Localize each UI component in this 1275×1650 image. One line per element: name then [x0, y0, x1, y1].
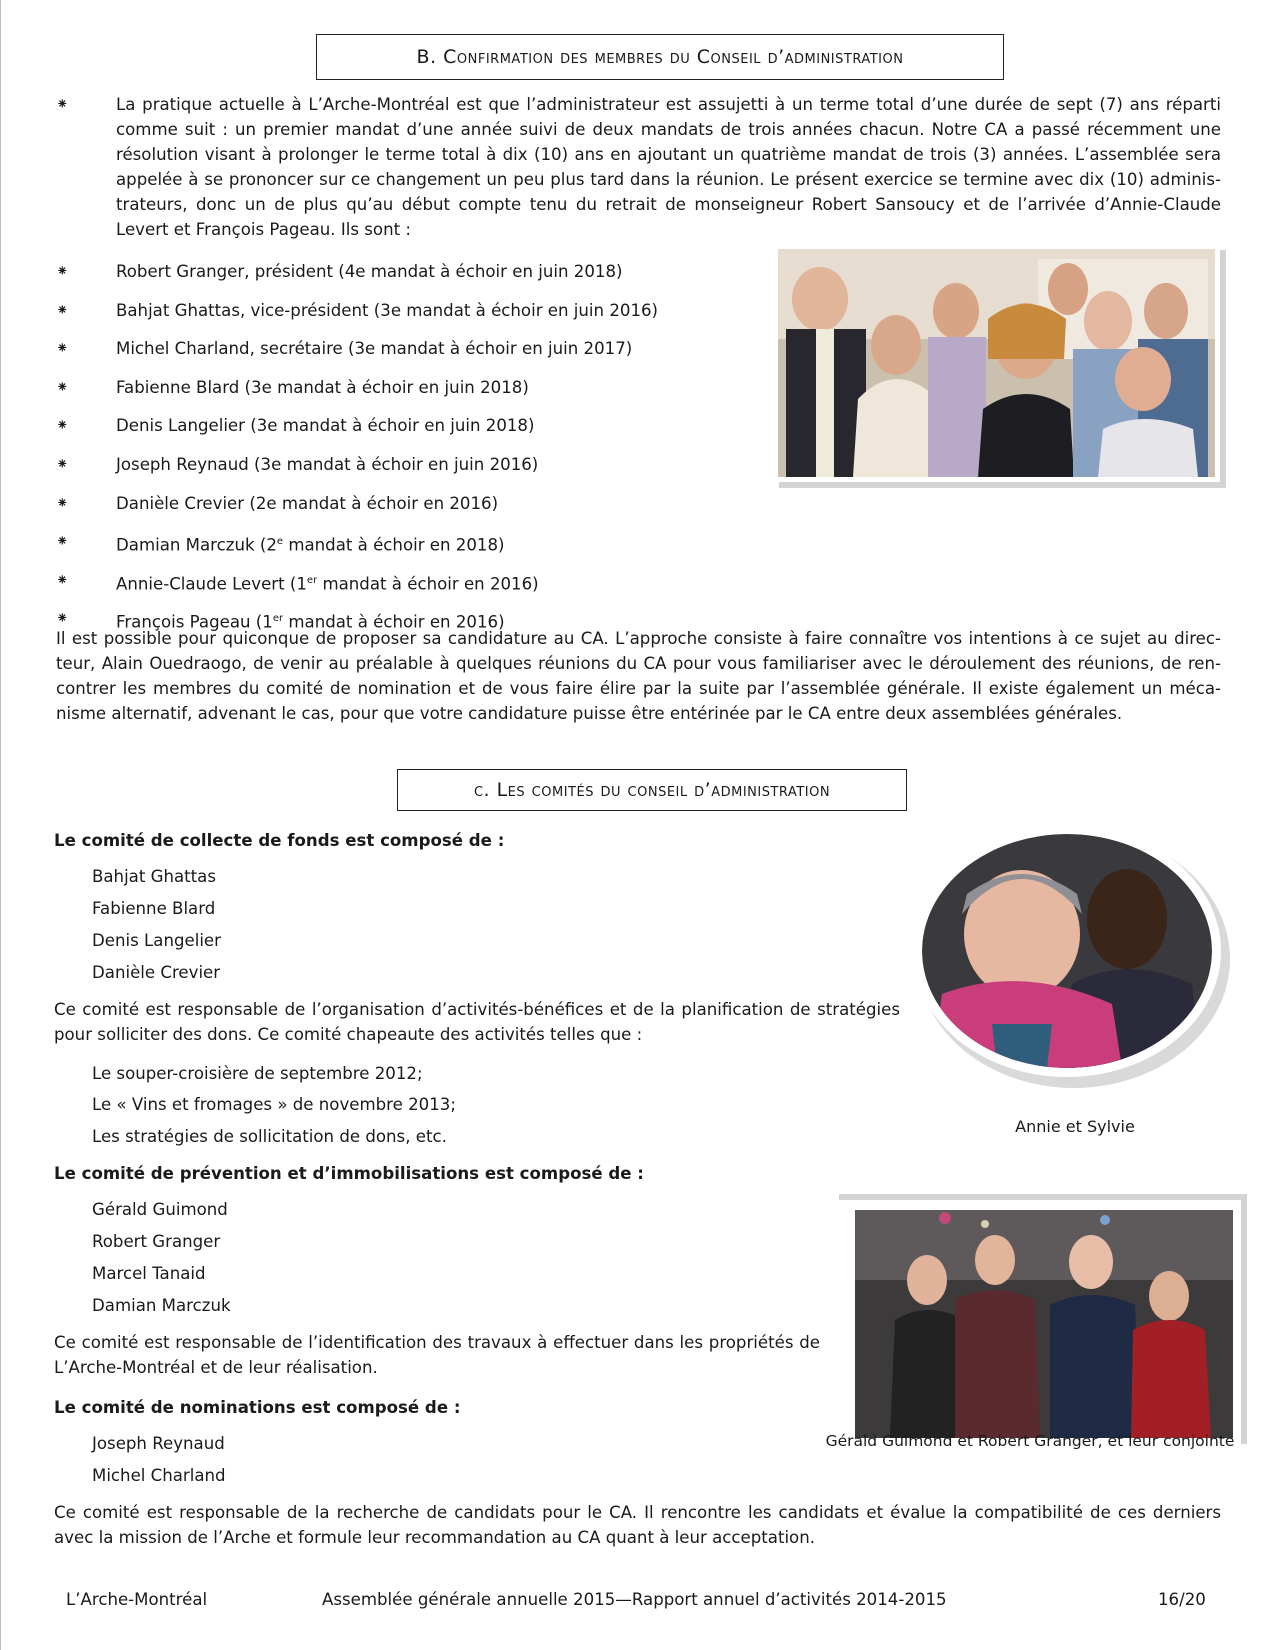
- bullet-icon: ⁕: [56, 570, 69, 589]
- bullet-icon: ⁕: [56, 416, 69, 435]
- board-member-text: Robert Granger, président (4e mandat à échoir en juin 2018): [116, 262, 623, 281]
- fundraising-description: Ce comité est responsable de l’organisation d’activités-bénéfices et de la planification de stratégies pour solliciter des dons. Ce comité chapeaute des activités telles que :: [54, 1000, 900, 1044]
- board-member-text: Fabienne Blard (3e mandat à échoir en juin 2018): [116, 377, 529, 397]
- board-member-item: [56, 491, 499, 516]
- board-member-text-pre: Annie-Claude Levert (1: [116, 574, 307, 594]
- prevention-member: Gérald Guimond: [92, 1200, 228, 1219]
- annie-sylvie-photo: [922, 834, 1212, 1068]
- group-photo-caption: Gérald Guimond et Robert Granger, et leur conjointe: [825, 1432, 1235, 1450]
- bullet-icon: ⁕: [56, 455, 69, 473]
- footer-title: Assemblée générale annuelle 2015—Rapport annuel d’activités 2014-2015: [322, 1590, 947, 1609]
- fundraising-activity: Le « Vins et fromages » de novembre 2013;: [92, 1095, 456, 1114]
- board-member-text: Danièle Crevier (2e mandat à échoir en 2016): [116, 493, 499, 513]
- board-member-item: [56, 375, 529, 400]
- prevention-member: Marcel Tanaid: [92, 1264, 206, 1283]
- section-b-closing: Il est possible pour quiconque de proposer sa candidature au CA. L’approche consiste à faire connaître vos intentions à ce sujet au direc-teur, Alain Ouedraogo, de venir au préalable à quelques réunions du CA pour vous familiariser avec le déroulement des réunions, de ren-contrer les membres du comité de nomination et de vous faire élire par la suite par l’assemblée générale. Il existe également un méca-nisme alternatif, advenant le cas, pour que votre candidature puisse être entérinée par le CA entre deux assemblées générales.: [56, 629, 1221, 723]
- prevention-heading: Le comité de prévention et d’immobilisations est composé de :: [54, 1164, 644, 1183]
- fundraising-member: Fabienne Blard: [92, 899, 216, 918]
- board-member-item: [56, 259, 623, 284]
- bullet-icon: ⁕: [56, 300, 69, 319]
- nominations-description: Ce comité est responsable de la recherche de candidats pour le CA. Il rencontre les candidats et évalue la compatibilité de ces derniers avec la mission de l’Arche et formule leur recommandation au CA quant à leur acceptation.: [54, 1503, 1221, 1547]
- nominations-member: Joseph Reynaud: [92, 1434, 225, 1453]
- board-member-item: [56, 452, 539, 477]
- board-member-text-post: mandat à échoir en 2016): [283, 612, 505, 632]
- guimond-granger-photo: [855, 1210, 1233, 1438]
- bullet-icon: ⁕: [56, 95, 69, 113]
- group-photo-frame: [833, 1200, 1241, 1450]
- board-member-text: Bahjat Ghattas, vice-président (3e mandat à échoir en juin 2016): [116, 300, 659, 320]
- board-member-text-sup: er: [306, 574, 318, 586]
- board-group-photo: [778, 249, 1215, 477]
- fundraising-activity: Les stratégies de sollicitation de dons, etc.: [92, 1127, 447, 1146]
- section-b-intro: La pratique actuelle à L’Arche-Montréal est que l’administrateur est assujetti à un terme total d’une durée de sept (7) ans réparti comme suit : un premier mandat d’une année suivi de deux mandats de trois années chacun. Notre CA a passé récemment une résolution visant à prolonger le terme total à dix (10) ans en ajoutant un quatrième mandat de trois (3) années. L’assemblée sera appelée à se prononcer sur ce changement un peu plus tard dans la réunion. Le présent exercice se termine avec dix (10) adminis-trateurs, donc un de plus qu’au début compte tenu du retrait de monseigneur Robert Sansoucy et de l’arrivée d’Annie-Claude Levert et François Pageau. Ils sont :: [116, 95, 1221, 239]
- circle-photo-caption: Annie et Sylvie: [1015, 1117, 1135, 1136]
- board-member-text-pre: Damian Marczuk (2: [116, 535, 277, 555]
- prevention-member: Robert Granger: [92, 1232, 221, 1251]
- board-member-item: [56, 529, 505, 558]
- fundraising-member: Denis Langelier: [92, 931, 221, 950]
- section-b-title: B. Confirmation des membres du Conseil d’administration: [316, 34, 1004, 80]
- board-member-text: Michel Charland, secrétaire (3e mandat à échoir en juin 2017): [116, 339, 633, 359]
- bullet-icon: ⁕: [56, 493, 69, 512]
- board-member-text-post: mandat à échoir en 2018): [283, 535, 505, 555]
- page-left-edge: [0, 0, 1, 1650]
- nominations-member: Michel Charland: [92, 1466, 226, 1485]
- board-member-text-sup: e: [276, 536, 284, 548]
- fundraising-member: Danièle Crevier: [92, 963, 221, 982]
- prevention-description: Ce comité est responsable de l’identification des travaux à effectuer dans les propriétés de L’Arche-Montréal et de leur réalisation.: [54, 1333, 820, 1377]
- prevention-member: Damian Marczuk: [92, 1296, 231, 1315]
- nominations-heading: Le comité de nominations est composé de :: [54, 1398, 461, 1417]
- board-member-text-post: mandat à échoir en 2016): [317, 574, 539, 594]
- footer-page-number: 16/20: [1158, 1590, 1206, 1609]
- board-member-text: Denis Langelier (3e mandat à échoir en juin 2018): [116, 416, 535, 436]
- bullet-icon: ⁕: [56, 262, 69, 280]
- board-member-item: [56, 413, 535, 438]
- fundraising-heading: Le comité de collecte de fonds est composé de :: [54, 831, 505, 850]
- board-member-text-pre: François Pageau (1: [116, 612, 273, 632]
- bullet-icon: ⁕: [56, 377, 69, 396]
- bullet-icon: ⁕: [56, 532, 69, 551]
- bullet-icon: ⁕: [56, 609, 69, 628]
- fundraising-member: Bahjat Ghattas: [92, 867, 216, 886]
- board-member-item: [56, 298, 659, 323]
- board-member-text-sup: er: [272, 613, 284, 625]
- board-member-item: [56, 336, 633, 361]
- fundraising-activity: Le souper-croisière de septembre 2012;: [92, 1064, 423, 1083]
- section-c-title: c. Les comités du conseil d’administration: [397, 769, 907, 811]
- circle-photo-frame: [913, 825, 1221, 1077]
- bullet-icon: ⁕: [56, 339, 69, 358]
- board-member-item: [56, 568, 539, 597]
- board-photo-frame: [773, 244, 1220, 482]
- board-member-text: Joseph Reynaud (3e mandat à échoir en juin 2016): [116, 455, 539, 474]
- footer-org: L’Arche-Montréal: [66, 1590, 208, 1609]
